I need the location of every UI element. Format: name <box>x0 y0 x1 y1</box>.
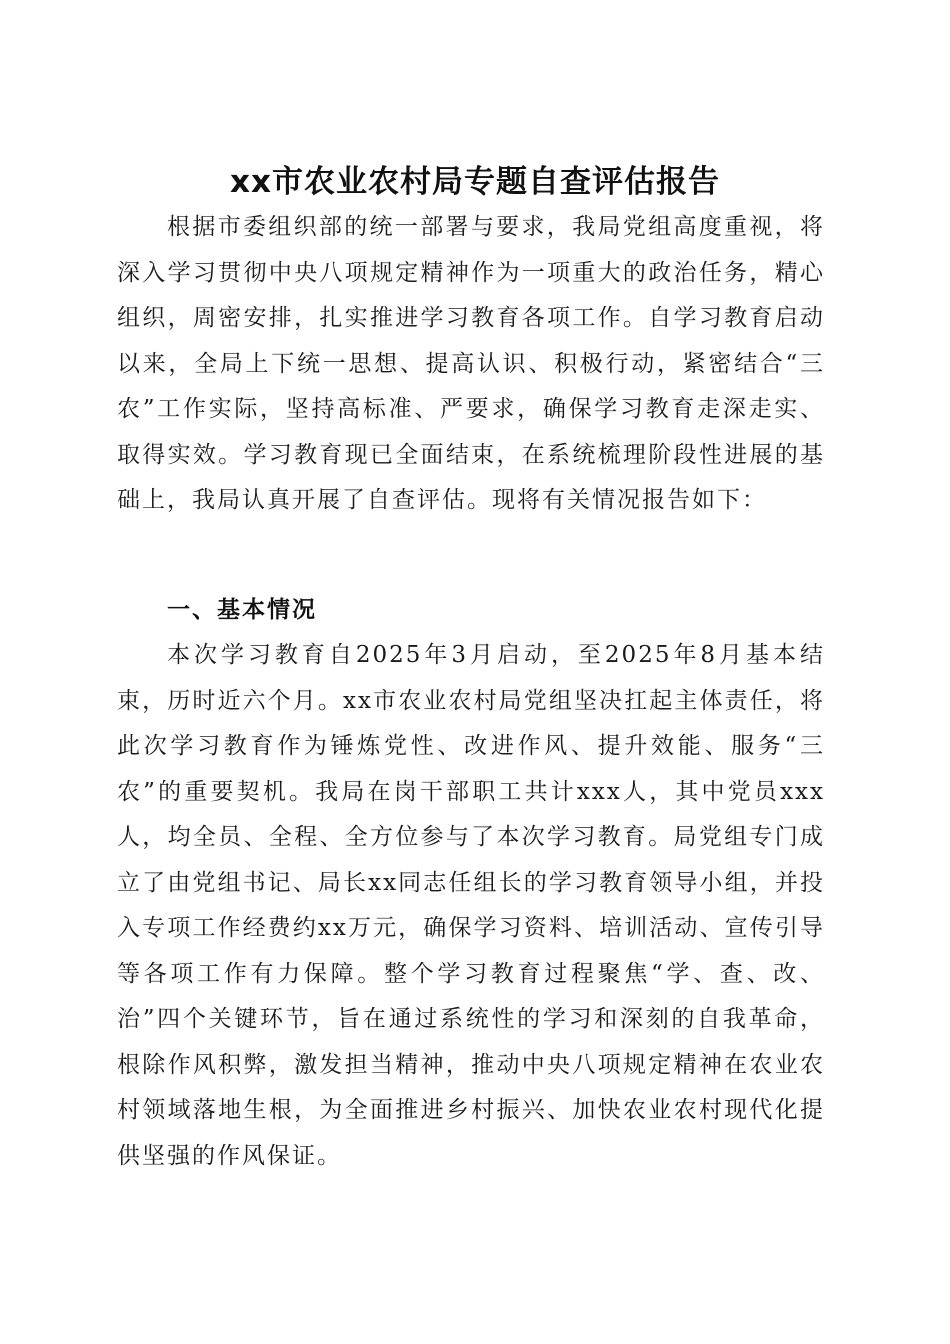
intro-paragraph: 根据市委组织部的统一部署与要求，我局党组高度重视，将深入学习贯彻中央八项规定精神作为一项重大的政治任务，精心组织，周密安排，扎实推进学习教育各项工作。自学习教育启动以来，全局上下统一思想、提高认识、积极行动，紧密结合“三农”工作实际，坚持高标准、严要求，确保学习教育走深走实、取得实效。学习教育现已全面结束，在系统梳理阶段性进展的基础上，我局认真开展了自查评估。现将有关情况报告如下： <box>117 214 825 513</box>
document-title: xx市农业农村局专题自查评估报告 <box>230 163 720 200</box>
section-heading-basic-situation: 一、基本情况 <box>167 597 317 623</box>
basic-situation-paragraph: 本次学习教育自2025年3月启动，至2025年8月基本结束，历时近六个月。xx市农业农村局党组坚决扛起主体责任，将此次学习教育作为锤炼党性、改进作风、提升效能、服务“三农”的重要契机。我局在岗干部职工共计xxx人，其中党员xxx人，均全员、全程、全方位参与了本次学习教育。局党组专门成立了由党组书记、局长xx同志任组长的学习教育领导小组，并投入专项工作经费约xx万元，确保学习资料、培训活动、宣传引导等各项工作有力保障。整个学习教育过程聚焦“学、查、改、治”四个关键环节，旨在通过系统性的学习和深刻的自我革命，根除作风积弊，激发担当精神，推动中央八项规定精神在农业农村领域落地生根，为全面推进乡村振兴、加快农业农村现代化提供坚强的作风保证。 <box>117 642 825 1169</box>
